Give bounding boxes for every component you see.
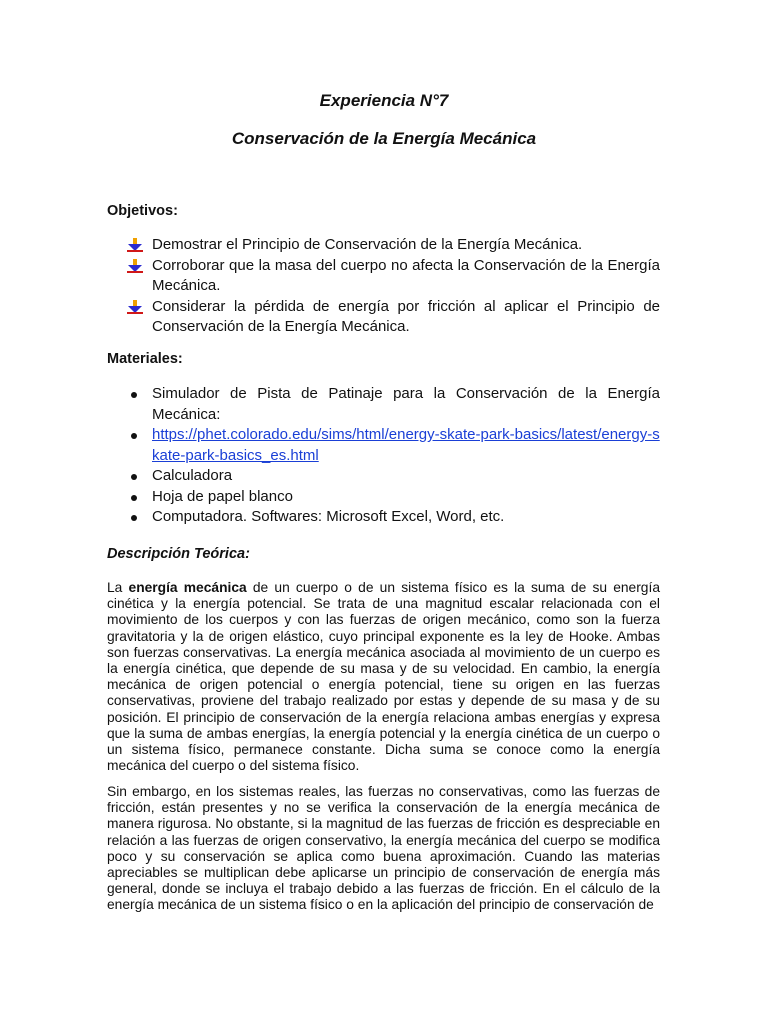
bullet-icon: [131, 495, 137, 501]
material-text: Calculadora: [152, 467, 233, 484]
bold-term: energía mecánica: [128, 580, 247, 595]
material-item: [107, 507, 660, 528]
simulator-link[interactable]: https://phet.colorado.edu/sims/html/energy-skate-park-basics/latest/energy-skate-park-basics_es.html: [152, 426, 660, 464]
theory-paragraph-1: [107, 580, 660, 774]
document-subtitle: Conservación de la Energía Mecánica: [231, 129, 537, 148]
arrow-bullet-icon: [127, 238, 143, 252]
bullet-icon: [131, 515, 137, 521]
objective-item: [107, 256, 660, 297]
bullet-icon: [131, 474, 137, 480]
bullet-icon: [131, 392, 137, 398]
objectives-heading: Objetivos:: [107, 203, 178, 219]
paragraph-lead: La: [107, 580, 129, 595]
objective-item: [107, 235, 660, 256]
arrow-bullet-icon: [127, 300, 143, 314]
material-item: [107, 487, 660, 508]
objective-text: Demostrar el Principio de Conservación de la Energía Mecánica.: [152, 236, 583, 253]
material-item: [107, 425, 660, 466]
paragraph-rest: de un cuerpo o de un sistema físico es la suma de su energía cinética y la energía potencial. Se trata de una magnitud escalar relacionada con el movimiento de los cuerpos y con las fuerzas de origen mecánico, como son la fuerza gravitatoria y la de origen elástico, cuyo principal exponente es la ley de Hooke. Ambas son fuerzas conservativas. La energía mecánica asociada al movimiento de un cuerpo es la energía cinética, que depende de su masa y de su velocidad. En cambio, la energía mecánica de origen potencial o energía potencial, tiene su origen en las fuerzas conservativas, proviene del trabajo realizado por estas y depende de su masa y de su posición. El principio de conservación de la energía relaciona ambas energías y expresa que la suma de ambas energías, la energía potencial y la energía cinética de un cuerpo o un sistema físico, permanece constante. Dicha suma se conoce como la energía mecánica del cuerpo o del sistema físico.: [107, 580, 660, 774]
materials-list: [107, 384, 660, 528]
objective-item: [107, 297, 660, 338]
objective-text: Corroborar que la masa del cuerpo no afecta la Conservación de la Energía Mecánica.: [152, 256, 660, 294]
material-item: [107, 466, 660, 487]
bullet-icon: [131, 433, 137, 439]
objectives-list: [107, 235, 660, 338]
theory-paragraph-2: Sin embargo, en los sistemas reales, las fuerzas no conservativas, como las fuerzas de fricción, están presentes y no se verifica la conservación de la energía mecánica de manera rigurosa. No obstante, si la magnitud de las fuerzas de fricción es despreciable en relación a las fuerzas de origen conservativo, la energía mecánica del cuerpo se modifica poco y su conservación se aplica como buena aproximación. Cuando las materias apreciables se multiplican debe aplicarse un principio de conservación de energía más general, donde se incluya el trabajo debido a las fuerzas de fricción. En el cálculo de la energía mecánica de un sistema físico o en la aplicación del principio de conservación de: [107, 784, 660, 913]
theory-heading: Descripción Teórica:: [107, 546, 250, 562]
material-text: Hoja de papel blanco: [152, 487, 293, 505]
materials-heading: Materiales:: [107, 351, 183, 367]
material-item: [107, 384, 660, 425]
material-text: Simulador de Pista de Patinaje para la Conservación de la Energía Mecánica:: [152, 385, 660, 423]
arrow-bullet-icon: [127, 259, 143, 273]
objective-text: Considerar la pérdida de energía por fricción al aplicar el Principio de Conservación de la Energía Mecánica.: [152, 297, 660, 335]
document-title: Experiencia N°7: [319, 91, 449, 110]
material-text: Computadora. Softwares: Microsoft Excel, Word, etc.: [152, 508, 505, 525]
